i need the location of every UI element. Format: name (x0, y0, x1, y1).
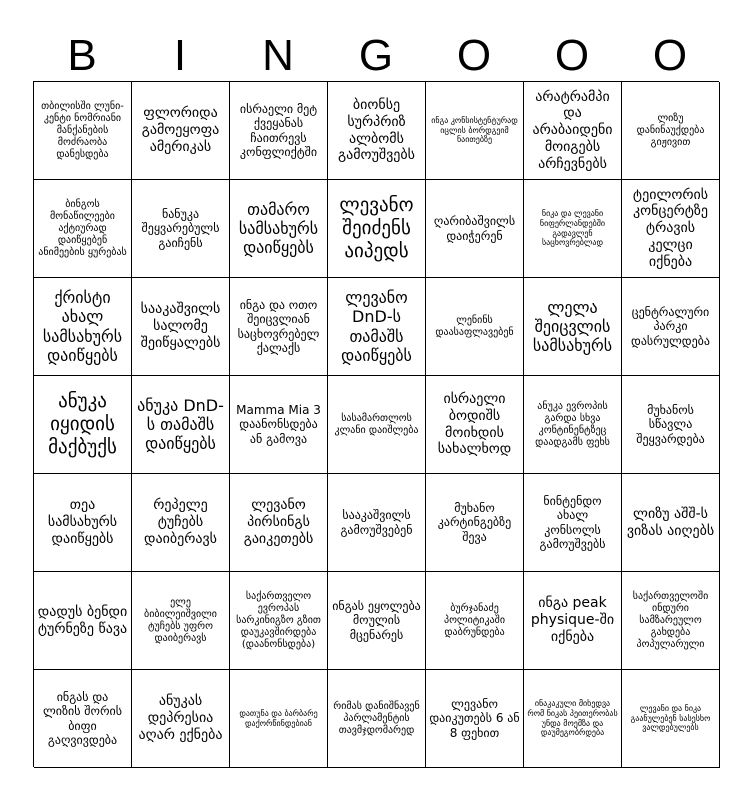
bingo-cell[interactable]: ინგა კონსისტენტურად იცლის ბორდგეიმ ნაითებზე (426, 82, 524, 180)
bingo-cell[interactable]: საქართველო ევროპას სარკინიგზო გზით დაუკავშირდება (დაანონსდება) (230, 572, 328, 670)
bingo-cell[interactable]: ლევანო პირსინგს გაიკეთებს (230, 474, 328, 572)
bingo-cell[interactable]: სააკაშვილს გამოუშვებენ (328, 474, 426, 572)
bingo-cell[interactable]: ტეილორის კონცერტზე ტრავის კელცი იქნება (622, 180, 720, 278)
bingo-cell[interactable]: ნანუკა შეყვარებულს გაიჩენს (132, 180, 230, 278)
bingo-header (33, 30, 719, 82)
bingo-grid (33, 81, 719, 767)
bingo-cell[interactable]: ისრაელი მეტ ქვეყანას ჩაითრევს კონფლიქტში (230, 82, 328, 180)
bingo-cell[interactable]: ლევანო დაიკუთებს 6 ან 8 ფეხით (426, 670, 524, 768)
bingo-cell[interactable]: ლელა შეიცვლის სამსახურს (524, 278, 622, 376)
header-letter: G (358, 31, 394, 80)
bingo-cell[interactable]: ანუკა ევროპის გარდა სხვა კონტინენტზეც დაადგამს ფეხს (524, 376, 622, 474)
header-letter: B (67, 31, 97, 80)
bingo-cell[interactable]: ნიკა და ლევანი ნიფერლანდებში გადავლენ საცხოვრებლად (524, 180, 622, 278)
bingo-cell[interactable]: თეა სამსახურს დაიწყებს (34, 474, 132, 572)
bingo-cell[interactable]: ინაკაკული მიხედვა რომ ნიკას პეითერობას უნდა მოემზა და დაუმეგობრდება (524, 670, 622, 768)
bingo-cell[interactable]: ლევანი და ნიკა გაანულებენ სასესხო ვალდებულებს (622, 670, 720, 768)
bingo-cell[interactable]: მუხანოს სწავლა შეყვარდება (622, 376, 720, 474)
header-letter: O (554, 31, 590, 80)
bingo-cell[interactable]: ბინგოს მონაწილეები აქტიურად დაიწყებენ ანიმეების ყურებას (34, 180, 132, 278)
bingo-cell[interactable]: ისრაელი ბოდიშს მოიხდის სახალხოდ (426, 376, 524, 474)
bingo-cell[interactable]: ბიონსე სურპრიზ ალბომს გამოუშვებს (328, 82, 426, 180)
bingo-cell[interactable]: რიმას დანიშნავენ პარლამენტის თავმჯდომარედ (328, 670, 426, 768)
header-letter: I (173, 31, 187, 80)
bingo-cell[interactable]: ინგა და ოთო შეიცვლიან საცხოვრებელ ქალაქს (230, 278, 328, 376)
bingo-cell[interactable]: ინგას ეყოლება მოულის მცენარეს (328, 572, 426, 670)
bingo-cell[interactable]: ლევანო DnD-ს თამაშს დაიწყებს (328, 278, 426, 376)
bingo-cell[interactable]: ბურჯანაძე პოლიტიკაში დაბრუნდება (426, 572, 524, 670)
bingo-cell[interactable]: არატრამპი და არაბაიდენი მოიგებს არჩევნებს (524, 82, 622, 180)
bingo-cell[interactable]: ფლორიდა გამოეყოფა ამერიკას (132, 82, 230, 180)
bingo-cell[interactable]: ინგას და ლიზის შორის ბიფი გაღვივდება (34, 670, 132, 768)
bingo-cell[interactable]: Mamma Mia 3 დაანონსდება ან გამოვა (230, 376, 328, 474)
bingo-cell[interactable]: ცენტრალური პარკი დასრულდება (622, 278, 720, 376)
bingo-cell[interactable]: ლიზუ აშშ-ს ვიზას აიღებს (622, 474, 720, 572)
header-letter: O (456, 31, 492, 80)
bingo-cell[interactable]: თბილისში ლუნი-კენტი ნომრიანი მანქანების მოძრაობა დანესდება (34, 82, 132, 180)
bingo-cell[interactable]: სააკაშვილს სალომე შეიწყალებს (132, 278, 230, 376)
bingo-cell[interactable]: ლენინს დაასაფლავებენ (426, 278, 524, 376)
bingo-cell[interactable]: ანუკა DnD-ს თამაშს დაიწყებს (132, 376, 230, 474)
bingo-cell[interactable]: ინგა peak physique-ში იქნება (524, 572, 622, 670)
bingo-cell[interactable]: დადუს ბენდი ტურნეზე წავა (34, 572, 132, 670)
bingo-cell[interactable]: ლევანო შეიძენს აიპედს (328, 180, 426, 278)
bingo-cell[interactable]: თამარო სამსახურს დაიწყებს (230, 180, 328, 278)
bingo-cell[interactable]: ლიზუ დანინაუქდება გიჟივით (622, 82, 720, 180)
header-letter: N (262, 31, 294, 80)
bingo-cell[interactable]: ქრისტი ახალ სამსახურს დაიწყებს (34, 278, 132, 376)
bingo-cell[interactable]: საქართველოში ინდური სამზარეულო გახდება პოპულარული (622, 572, 720, 670)
bingo-cell[interactable]: ნინტენდო ახალ კონსოლს გამოუშვებს (524, 474, 622, 572)
bingo-cell[interactable]: რეპელე ტუჩებს დაიბერავს (132, 474, 230, 572)
bingo-cell[interactable]: დათუნა და ბარბარე დაქორწინდებიან (230, 670, 328, 768)
bingo-cell[interactable]: ღარიბაშვილს დაიჭერენ (426, 180, 524, 278)
bingo-cell[interactable]: ანუკა იყიდის მაქბუქს (34, 376, 132, 474)
header-letter: O (652, 31, 688, 80)
bingo-cell[interactable]: ანუკას დეპრესია აღარ ექნება (132, 670, 230, 768)
bingo-cell[interactable]: ელე ბიბილეიშვილი ტუჩებს უფრო დაიბერავს (132, 572, 230, 670)
bingo-cell[interactable]: მუხანო კარტინგებზე შევა (426, 474, 524, 572)
bingo-cell[interactable]: სასამართლოს კლანი დაიშლება (328, 376, 426, 474)
